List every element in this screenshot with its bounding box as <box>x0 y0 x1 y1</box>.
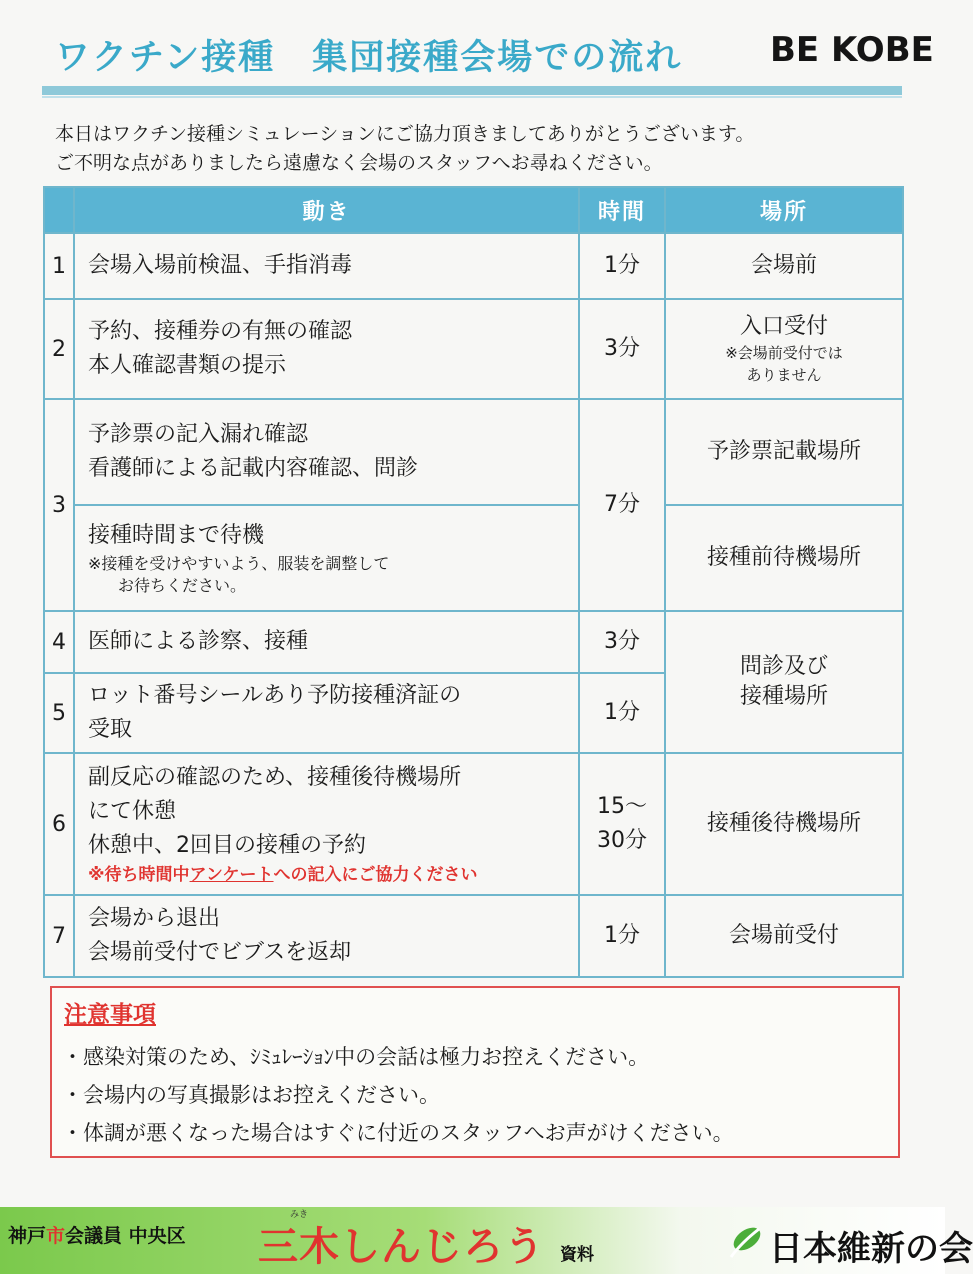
action-line: ロット番号シールあり予防接種済証の <box>88 683 462 708</box>
row-time: 1分 <box>579 673 665 753</box>
row-action <box>74 505 579 611</box>
action-note: お待ちください。 <box>118 576 247 595</box>
action-line: 看護師による記載内容確認、問診 <box>88 456 419 481</box>
table-row <box>44 399 903 505</box>
table-row <box>44 753 903 895</box>
row-action <box>74 895 579 977</box>
action-line: にて休憩 <box>88 799 177 824</box>
row-number: 6 <box>44 753 74 895</box>
row-action <box>74 299 579 399</box>
row-number: 5 <box>44 673 74 753</box>
table-row <box>44 895 903 977</box>
member-name: 三木しんじろう <box>258 1224 545 1270</box>
table-row <box>44 505 903 611</box>
action-line: 会場前受付でビブスを返却 <box>88 940 352 965</box>
leaf-icon <box>725 1221 765 1261</box>
row-place: 会場前 <box>665 233 903 299</box>
row-number: 7 <box>44 895 74 977</box>
name-ruby: みき <box>290 1210 309 1220</box>
row-time: 3分 <box>579 611 665 673</box>
row-action: 会場入場前検温、手指消毒 <box>74 233 579 299</box>
action-line: 接種時間まで待機 <box>88 523 265 548</box>
row-number: 4 <box>44 611 74 673</box>
row-time: 3分 <box>579 299 665 399</box>
row-place: 会場前受付 <box>665 895 903 977</box>
row-time: 1分 <box>579 233 665 299</box>
action-line: 会場から退出 <box>88 906 221 931</box>
action-line: 受取 <box>88 717 133 742</box>
row-action <box>74 399 579 505</box>
action-line: 予診票の記入漏れ確認 <box>88 422 309 447</box>
survey-note-pre: ※待ち時間中 <box>88 865 190 885</box>
row-place <box>665 611 903 753</box>
place-line: 問診及び <box>739 654 828 679</box>
council-member-label <box>8 1221 186 1248</box>
row-number: 1 <box>44 233 74 299</box>
party-logo <box>725 1219 973 1269</box>
caution-item: ・体調が悪くなった場合はすぐに付近のスタッフへお声がけください。 <box>62 1121 734 1145</box>
place-line: 接種場所 <box>739 684 828 709</box>
survey-note <box>88 863 578 887</box>
row-action <box>74 673 579 753</box>
row-time: 1分 <box>579 895 665 977</box>
row-place: 接種前待機場所 <box>665 505 903 611</box>
city-label: 市 <box>46 1225 66 1247</box>
document-label: 資料 <box>560 1245 594 1265</box>
city-pre: 神戸 <box>8 1225 47 1247</box>
action-line: 休憩中、2回目の接種の予約 <box>88 833 366 858</box>
intro-line-1: 本日はワクチン接種シミュレーションにご協力頂きましてありがとうございます。 <box>55 123 755 145</box>
action-line: 本人確認書類の提示 <box>88 353 287 378</box>
header-place: 場所 <box>665 187 903 233</box>
place-note: ※会場前受付では <box>725 344 843 362</box>
caution-item: ・感染対策のため、ｼﾐｭﾚｰｼｮﾝ中の会話は極力お控えください。 <box>62 1045 650 1069</box>
caution-title: 注意事項 <box>64 1002 156 1028</box>
header-time: 時間 <box>579 187 665 233</box>
row-place <box>665 299 903 399</box>
row-action <box>74 753 579 895</box>
time-line: 30分 <box>597 828 647 853</box>
row-number: 3 <box>44 399 74 611</box>
page-title: ワクチン接種 集団接種会場での流れ <box>55 38 683 78</box>
row-number: 2 <box>44 299 74 399</box>
row-time: 7分 <box>579 399 665 611</box>
header-action: 動き <box>74 187 579 233</box>
table-row <box>44 299 903 399</box>
intro-text <box>55 120 754 178</box>
party-name: 日本維新の会 <box>769 1229 973 1269</box>
table-row <box>44 233 903 299</box>
row-place: 予診票記載場所 <box>665 399 903 505</box>
row-action: 医師による診察、接種 <box>74 611 579 673</box>
footer-banner <box>0 1207 973 1274</box>
flow-table <box>43 186 904 978</box>
action-line: 副反応の確認のため、接種後待機場所 <box>88 765 462 790</box>
caution-box <box>50 986 900 1158</box>
row-time <box>579 753 665 895</box>
caution-list <box>62 1038 734 1152</box>
intro-line-2: ご不明な点がありましたら遠慮なく会場のスタッフへお尋ねください。 <box>55 152 663 174</box>
caution-item: ・会場内の写真撮影はお控えください。 <box>62 1083 440 1107</box>
row-place: 接種後待機場所 <box>665 753 903 895</box>
survey-note-post: への記入にご協力ください <box>273 865 478 885</box>
table-row <box>44 611 903 673</box>
header-num <box>44 187 74 233</box>
time-line: 15〜 <box>597 794 647 819</box>
title-underline-thin <box>42 96 902 98</box>
place-label: 入口受付 <box>739 314 828 339</box>
survey-note-link: アンケート <box>189 865 274 885</box>
table-header-row <box>44 187 903 233</box>
role-label: 会議員 中央区 <box>65 1225 186 1247</box>
title-underline <box>42 86 902 95</box>
action-note: ※接種を受けやすいよう、服装を調整して <box>88 554 390 573</box>
place-note: ありません <box>746 366 822 384</box>
action-line: 予約、接種券の有無の確認 <box>88 319 353 344</box>
brand-logo: BE KOBE <box>770 30 934 70</box>
